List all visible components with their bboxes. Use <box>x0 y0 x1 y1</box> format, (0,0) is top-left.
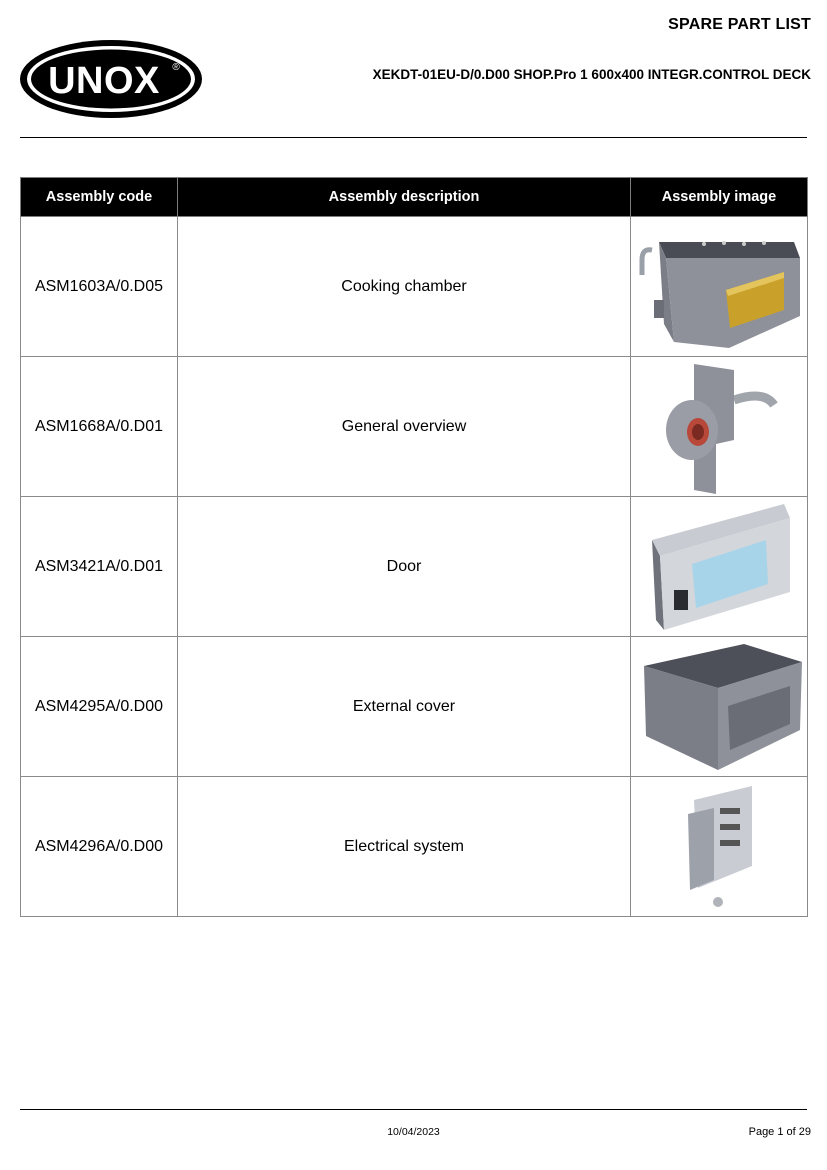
footer-date: 10/04/2023 <box>387 1126 440 1138</box>
general-overview-image <box>634 360 804 494</box>
assembly-code: ASM4295A/0.D00 <box>21 637 178 777</box>
table-row <box>21 637 808 777</box>
assembly-code: ASM3421A/0.D01 <box>21 497 178 637</box>
table-header-row <box>21 178 808 217</box>
header-divider <box>20 137 807 138</box>
assembly-description: Electrical system <box>178 777 631 917</box>
assembly-code: ASM4296A/0.D00 <box>21 777 178 917</box>
assembly-table <box>20 177 808 917</box>
column-header-image: Assembly image <box>631 178 808 217</box>
logo-wordmark: UNOX <box>48 60 160 102</box>
door-image <box>634 500 804 634</box>
assembly-description: General overview <box>178 357 631 497</box>
page-number: Page 1 of 29 <box>748 1126 811 1138</box>
table-row <box>21 497 808 637</box>
footer-divider <box>20 1109 807 1110</box>
external-cover-image <box>634 640 804 774</box>
registered-mark: ® <box>172 62 180 73</box>
cooking-chamber-image <box>634 220 804 354</box>
table-row <box>21 357 808 497</box>
assembly-description: External cover <box>178 637 631 777</box>
assembly-code: ASM1603A/0.D05 <box>21 217 178 357</box>
assembly-code: ASM1668A/0.D01 <box>21 357 178 497</box>
column-header-description: Assembly description <box>178 178 631 217</box>
assembly-description: Door <box>178 497 631 637</box>
table-row <box>21 777 808 917</box>
assembly-description: Cooking chamber <box>178 217 631 357</box>
table-row <box>21 217 808 357</box>
electrical-system-image <box>634 780 804 914</box>
document-subtitle: XEKDT-01EU-D/0.D00 SHOP.Pro 1 600x400 INTEGR.CONTROL DECK <box>372 67 811 82</box>
column-header-code: Assembly code <box>21 178 178 217</box>
unox-logo <box>18 38 204 120</box>
document-title: SPARE PART LIST <box>668 16 811 33</box>
